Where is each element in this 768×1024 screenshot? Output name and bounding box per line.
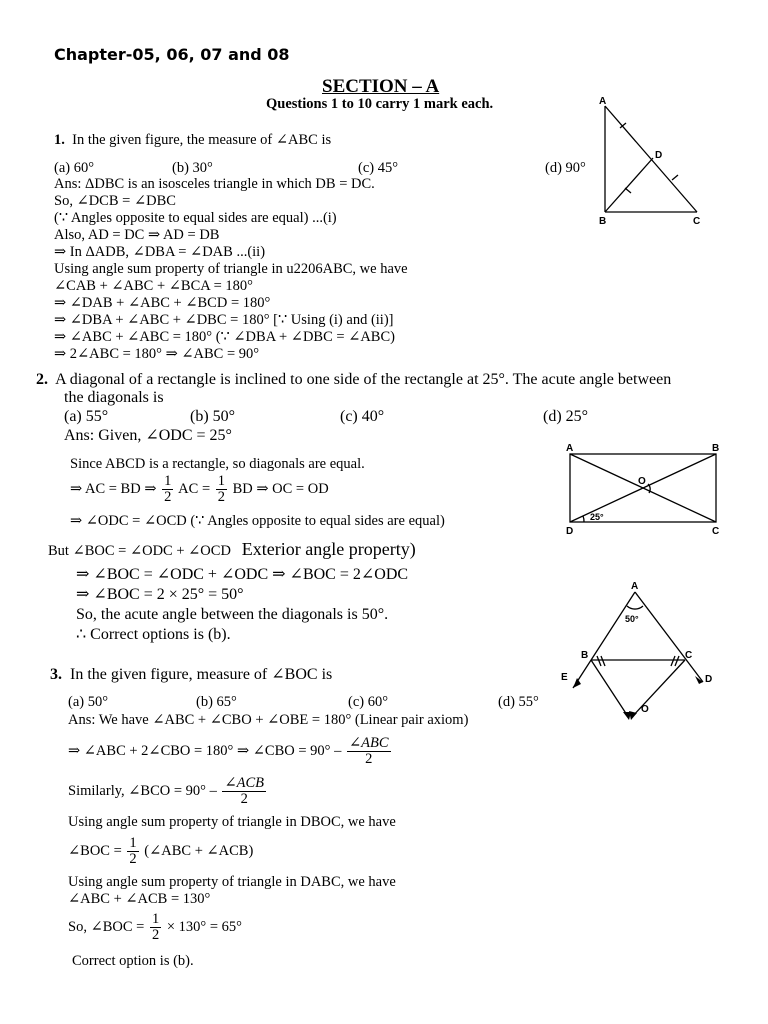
q1-tick-bd xyxy=(625,188,631,193)
q2-label-b: B xyxy=(712,443,720,454)
q3-label-o: O xyxy=(641,704,649,715)
q3-eq3-part-b: (∠ABC + ∠ACB) xyxy=(144,842,254,859)
q3-angle-label: 50° xyxy=(625,614,639,624)
q1-label-d: D xyxy=(655,150,663,161)
q1-question xyxy=(54,132,331,149)
chapter-heading: Chapter-05, 06, 07 and 08 xyxy=(54,45,290,64)
q1-number: 1. xyxy=(54,132,65,148)
q2-option-c: (c) 40° xyxy=(340,408,385,425)
q3-option-c: (c) 60° xyxy=(348,694,389,710)
q3-answer: Ans: We have ∠ABC + ∠CBO + ∠OBE = 180° (Linear pair axiom) xyxy=(68,712,469,728)
q3-tick-b-2 xyxy=(601,656,605,666)
q3-eq2-num: ∠ACB xyxy=(224,775,265,791)
q2-but-part-b: Exterior angle property) xyxy=(241,539,416,559)
q3-eq3-fraction xyxy=(127,836,138,867)
q2-fraction-2-den: 2 xyxy=(217,489,225,505)
q3-label-e: E xyxy=(561,672,568,683)
q1-line-1: Ans: ΔDBC is an isosceles triangle in which DB = DC. xyxy=(54,176,375,192)
q3-angle-a-arc xyxy=(627,606,643,609)
q3-eq1-num: ∠ABC xyxy=(348,735,389,751)
q1-text: In the given figure, the measure of ∠ABC is xyxy=(72,132,332,148)
q2-but-part-a: But ∠BOC = ∠ODC + ∠OCD xyxy=(48,543,231,559)
q3-bisector-co xyxy=(631,660,685,718)
q3-bisector-bo xyxy=(591,660,629,718)
q2-fraction-1-den: 2 xyxy=(164,489,172,505)
q2-number: 2. xyxy=(36,371,48,388)
q1-option-d: (d) 90° xyxy=(545,160,586,176)
q3-eq3-den: 2 xyxy=(129,851,137,867)
q3-line-5: Using angle sum property of triangle in DABC, we have xyxy=(68,874,396,890)
q1-line-5: ⇒ In ΔADB, ∠DBA = ∠DAB ...(ii) xyxy=(54,244,266,260)
q3-question xyxy=(50,665,332,684)
q1-line-11: ⇒ 2∠ABC = 180° ⇒ ∠ABC = 90° xyxy=(54,346,260,362)
q1-line-3: (∵ Angles opposite to equal sides are equal) ...(i) xyxy=(54,210,337,226)
q1-label-b: B xyxy=(599,216,607,227)
q2-option-d: (d) 25° xyxy=(543,408,589,425)
q3-line-6: ∠ABC + ∠ACB = 130° xyxy=(68,891,211,907)
q2-option-b: (b) 50° xyxy=(190,408,236,425)
q2-eq-part-b: AC = xyxy=(178,480,211,497)
q1-label-c: C xyxy=(693,216,701,227)
q2-question-line-2: the diagonals is xyxy=(64,389,164,406)
q3-line-ad xyxy=(635,592,703,682)
q3-line-3: Using angle sum property of triangle in DBOC, we have xyxy=(68,814,396,830)
q3-option-b: (b) 65° xyxy=(196,694,237,710)
q1-line-4: Also, AD = DC ⇒ AD = DB xyxy=(54,227,220,243)
q3-text: In the given figure, measure of ∠BOC is xyxy=(70,666,333,683)
q3-eq4-den: 2 xyxy=(151,927,160,943)
q3-eq1-text: ⇒ ∠ABC + 2∠CBO = 180° ⇒ ∠CBO = 90° – xyxy=(68,742,342,759)
q3-eq3-part-a: ∠BOC = xyxy=(68,842,122,859)
q3-eq2-text: Similarly, ∠BCO = 90° – xyxy=(68,782,217,799)
q1-line-10: ⇒ ∠ABC + ∠ABC = 180° (∵ ∠DBA + ∠DBC = ∠ABC) xyxy=(54,329,395,345)
q3-tick-c-2 xyxy=(675,656,679,666)
q3-eq1-den: 2 xyxy=(365,751,373,767)
q3-eq3-num: 1 xyxy=(129,835,137,851)
q3-eq2-den: 2 xyxy=(240,791,248,807)
q2-question-line-1 xyxy=(36,370,671,389)
q1-segment-bd xyxy=(605,158,653,212)
q3-equation-2 xyxy=(68,776,268,807)
q2-label-o: O xyxy=(638,476,646,487)
q3-option-a: (a) 50° xyxy=(68,694,109,710)
q1-line-6: Using angle sum property of triangle in u2206ABC, we have xyxy=(54,261,408,277)
q2-line-rectangle: Since ABCD is a rectangle, so diagonals are equal. xyxy=(70,456,365,472)
q3-triangle-figure xyxy=(555,578,725,723)
q2-answer: Ans: Given, ∠ODC = 25° xyxy=(64,427,232,444)
q2-line-3: So, the acute angle between the diagonals is 50°. xyxy=(76,606,389,623)
q2-fraction-2-num: 1 xyxy=(217,473,225,489)
q3-eq4-num: 1 xyxy=(151,911,160,927)
q2-fraction-half-2 xyxy=(216,474,227,505)
q2-line-odc: ⇒ ∠ODC = ∠OCD (∵ Angles opposite to equal sides are equal) xyxy=(70,513,445,529)
q2-but-line xyxy=(48,541,416,560)
q3-eq1-fraction xyxy=(347,736,391,767)
q3-label-d: D xyxy=(705,674,713,685)
q3-label-b: B xyxy=(581,650,589,661)
q1-option-c: (c) 45° xyxy=(358,160,399,176)
q3-equation-4 xyxy=(68,912,242,943)
q3-eq4-part-b: × 130° = 65° xyxy=(166,918,242,935)
q3-eq4-fraction xyxy=(150,912,161,943)
q3-eq2-fraction xyxy=(222,776,266,807)
q2-equation-diagonals xyxy=(70,474,329,505)
section-subtitle: Questions 1 to 10 carry 1 mark each. xyxy=(266,96,494,112)
q2-label-c: C xyxy=(712,526,720,537)
q2-line-1: ⇒ ∠BOC = ∠ODC + ∠ODC ⇒ ∠BOC = 2∠ODC xyxy=(76,566,409,583)
q2-text-1: A diagonal of a rectangle is inclined to one side of the rectangle at 25°. The acute angle between xyxy=(55,371,672,388)
section-title: SECTION – A xyxy=(322,76,440,97)
q1-triangle-figure xyxy=(585,92,715,227)
q2-label-d: D xyxy=(566,526,574,537)
q1-option-a: (a) 60° xyxy=(54,160,95,176)
q3-option-d: (d) 55° xyxy=(498,694,539,710)
q1-line-2: So, ∠DCB = ∠DBC xyxy=(54,193,176,209)
q1-label-a: A xyxy=(599,96,607,107)
q2-fraction-half-1 xyxy=(162,474,173,505)
q1-tick-dc xyxy=(672,175,678,180)
q1-option-b: (b) 30° xyxy=(172,160,213,176)
q3-equation-1 xyxy=(68,736,393,767)
q2-fraction-1-num: 1 xyxy=(164,473,172,489)
q3-equation-3 xyxy=(68,836,253,867)
q3-line-ae xyxy=(573,592,635,688)
q1-line-7: ∠CAB + ∠ABC + ∠BCA = 180° xyxy=(54,278,253,294)
q2-label-a: A xyxy=(566,443,574,454)
q3-tick-b-1 xyxy=(597,656,601,666)
q2-line-4: ∴ Correct options is (b). xyxy=(76,626,231,643)
q3-number: 3. xyxy=(50,666,62,683)
q2-angle-arc xyxy=(583,516,584,522)
q1-line-9: ⇒ ∠DBA + ∠ABC + ∠DBC = 180° [∵ Using (i) and (ii)] xyxy=(54,312,394,328)
q1-line-8: ⇒ ∠DAB + ∠ABC + ∠BCD = 180° xyxy=(54,295,271,311)
q2-eq-part-a: ⇒ AC = BD ⇒ xyxy=(70,480,157,497)
q2-eq-part-c: BD ⇒ OC = OD xyxy=(232,480,329,497)
q3-label-c: C xyxy=(685,650,693,661)
q2-angle-label: 25° xyxy=(590,512,604,522)
q3-label-a: A xyxy=(631,581,639,592)
q2-option-a: (a) 55° xyxy=(64,408,109,425)
q3-arrow-e xyxy=(573,678,581,688)
q3-line-8: Correct option is (b). xyxy=(72,953,194,969)
q3-eq4-part-a: So, ∠BOC = xyxy=(68,918,145,935)
q2-line-2: ⇒ ∠BOC = 2 × 25° = 50° xyxy=(76,586,244,603)
q2-rectangle-figure xyxy=(560,442,730,538)
q3-tick-c-1 xyxy=(671,656,675,666)
